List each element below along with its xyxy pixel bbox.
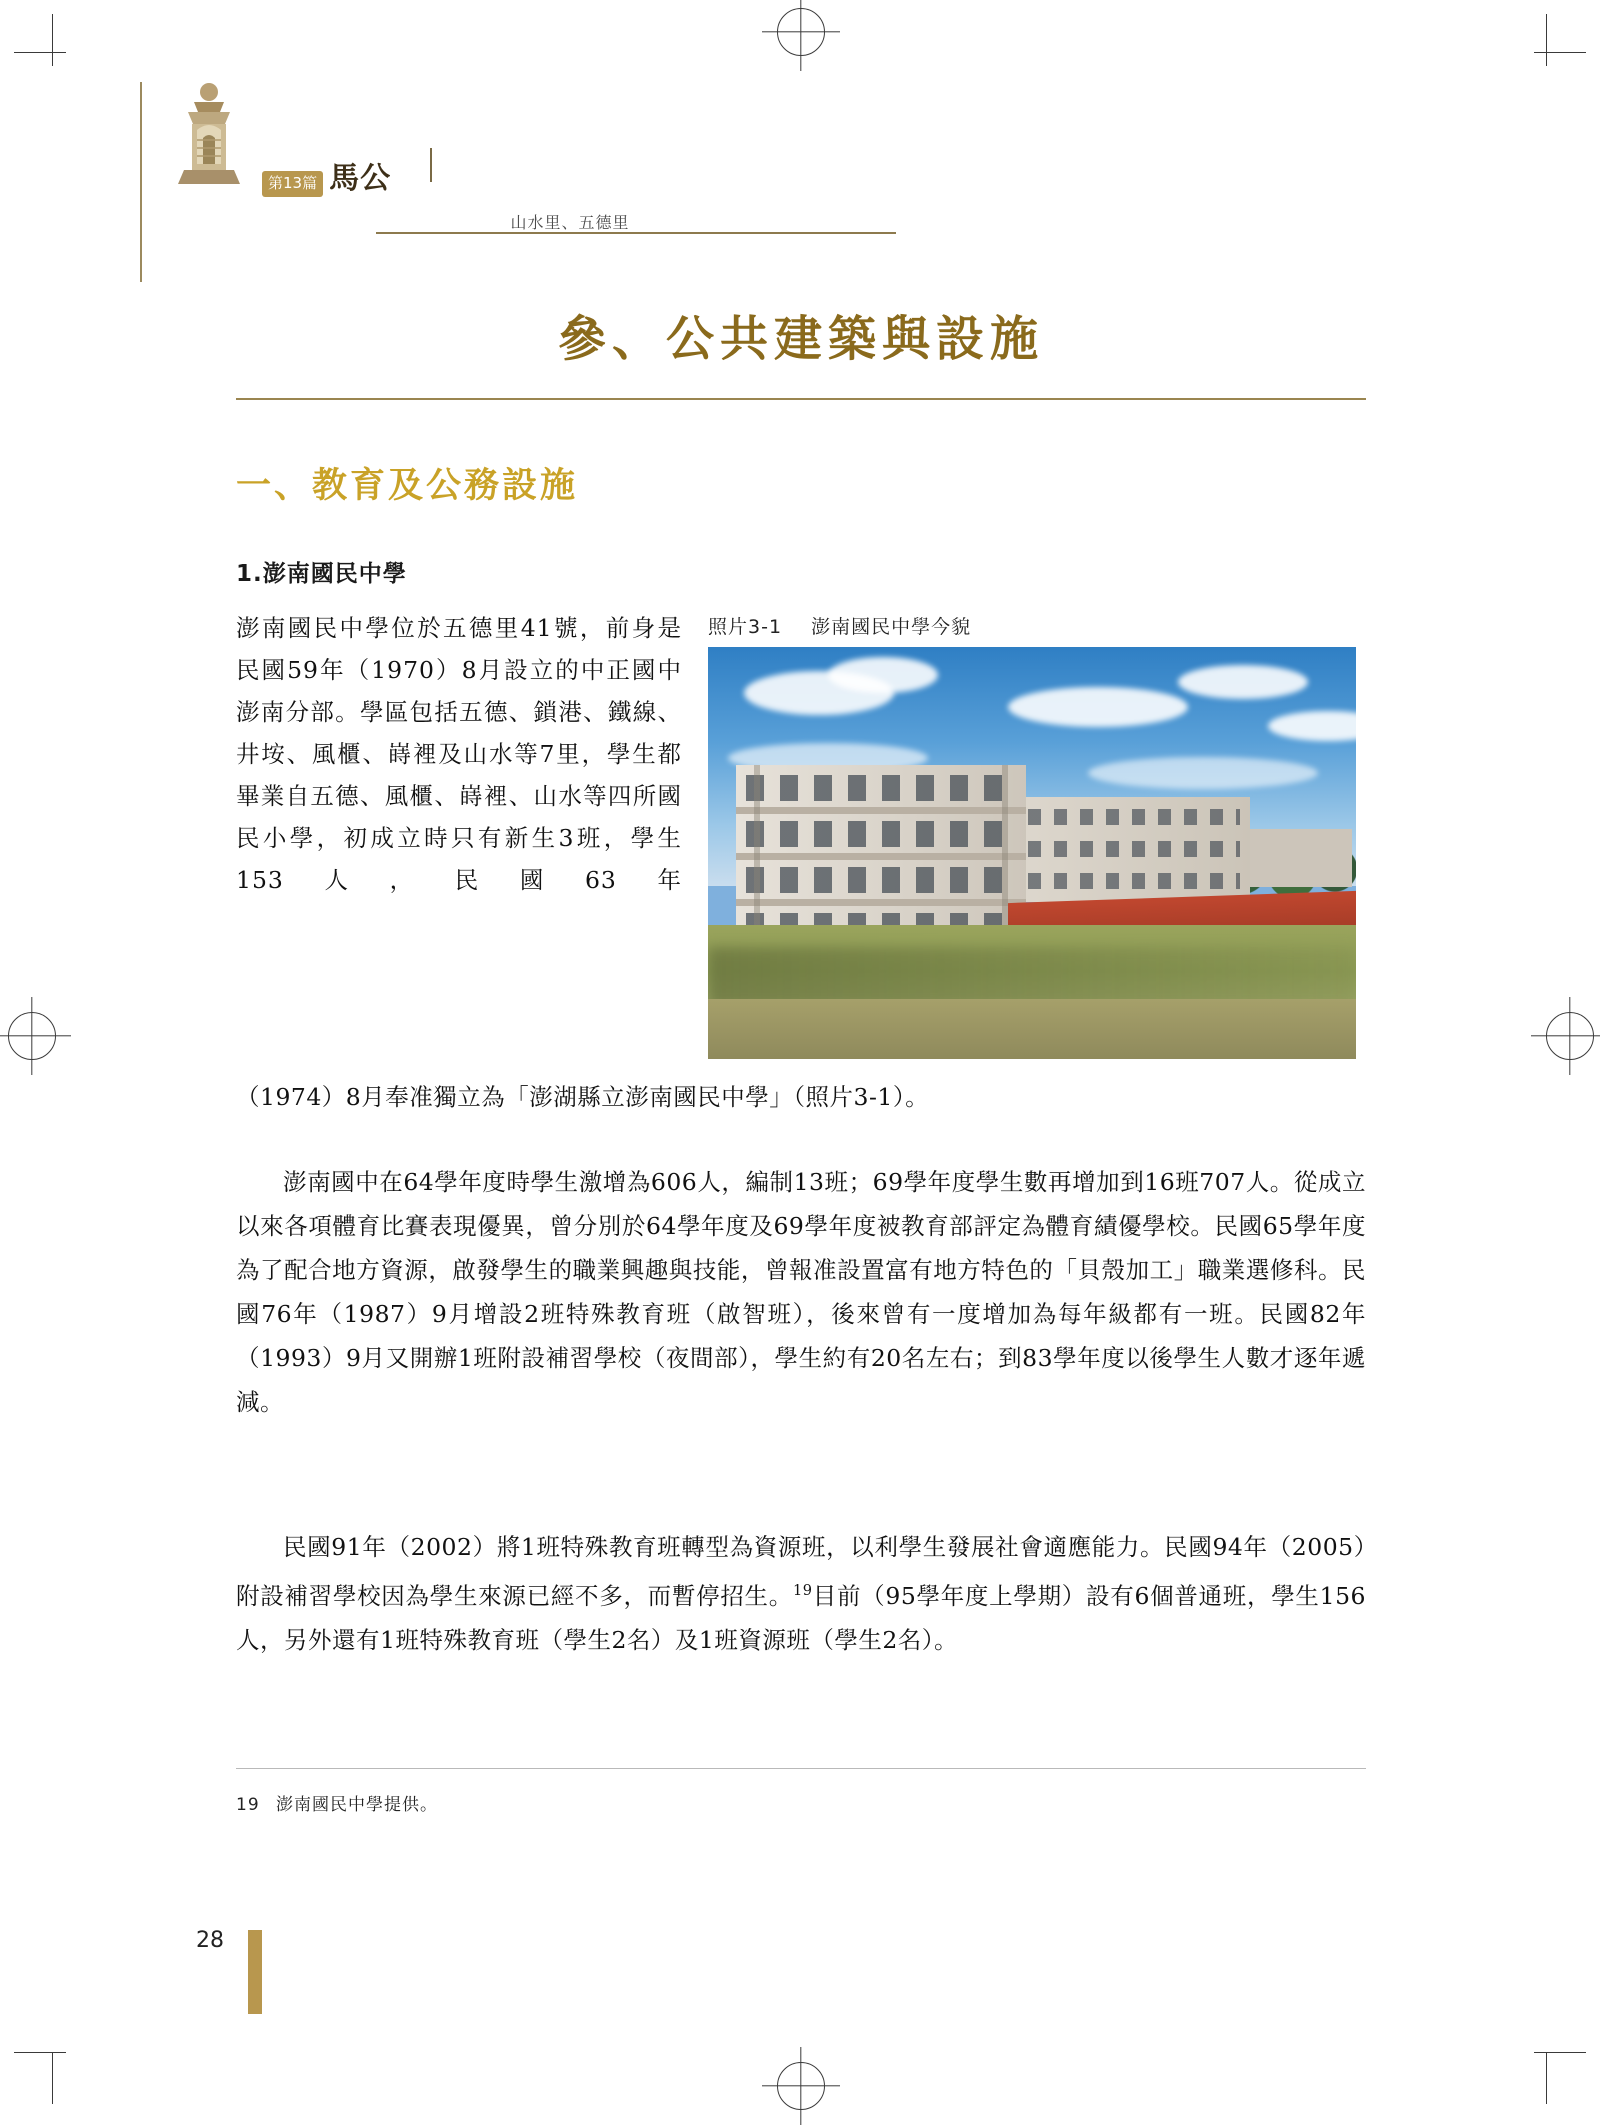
crop-mark-bottom-right-vertical (1546, 2052, 1547, 2104)
page-title-rule (236, 398, 1366, 400)
photo-window-row (1028, 841, 1240, 857)
photo-main-building (736, 765, 1026, 950)
footnote-text: 澎南國民中學提供。 (276, 1795, 439, 1815)
photo-cloud (1088, 757, 1318, 789)
crop-mark-bottom-left-horizontal (14, 2052, 66, 2053)
photo-secondary-building (1020, 797, 1250, 902)
body-paragraph-3 (236, 1525, 1366, 1662)
photo-caption-number: 照片3-1 (708, 616, 783, 638)
section-title: 一、教育及公務設施 (236, 465, 579, 506)
header-subtitle: 山水里、五德里 (510, 213, 630, 232)
photo-cloud (1178, 665, 1308, 699)
body-paragraph-3-part2: 目前（95學年度上學期）設有6個普通班，學生156人，另外還有1班特殊教育班（學生2名）及1班資源班（學生2名）。 (236, 1581, 1366, 1654)
pagoda-ornament-icon (168, 82, 250, 192)
page-edge-tab (248, 1930, 262, 2014)
body-column-paragraph: 澎南國民中學位於五德里41號，前身是民國59年（1970）8月設立的中正國中澎南分部。學區包括五德、鎖港、鐵線、井垵、風櫃、嵵裡及山水等7里，學生都畢業自五德、風櫃、嵵裡、山水等四所國民小學，初成立時只有新生3班，學生153人，民國63年 (236, 614, 682, 894)
penan-junior-high-school-photo (708, 647, 1356, 1059)
crop-mark-top-right-vertical (1546, 14, 1547, 66)
photo-foreground-grass (708, 999, 1356, 1059)
subsection-title: 1.澎南國民中學 (236, 561, 407, 587)
crop-mark-top-left-horizontal (14, 52, 66, 53)
registration-mark-top-icon (777, 8, 825, 56)
photo-window-row (746, 821, 1016, 847)
body-paragraph-2: 澎南國中在64學年度時學生激增為606人，編制13班；69學年度學生數再增加到16班707人。從成立以來各項體育比賽表現優異，曾分別於64學年度及69學年度被教育部評定為體育績優學校。民國65學年度為了配合地方資源，啟發學生的職業興趣與技能，曾報准設置富有地方特色的「貝殼加工」職業選修科。民國76年（1987）9月增設2班特殊教育班（啟智班），後來曾有一度增加為每年級都有一班。民國82年（1993）9月又開辦1班附設補習學校（夜間部），學生約有20名左右；到83學年度以後學生人數才逐年遞減。 (236, 1168, 1366, 1416)
running-header (140, 60, 780, 260)
header-chapter-bar (430, 148, 432, 182)
header-vertical-rule (140, 82, 142, 282)
photo-window-row (1028, 873, 1240, 889)
photo-caption (708, 612, 971, 639)
crop-mark-bottom-right-horizontal (1534, 2052, 1586, 2053)
chapter-title: 馬公 (329, 161, 392, 196)
registration-mark-left-icon (8, 1012, 56, 1060)
footnote (236, 1790, 438, 1815)
header-underline-rule (376, 232, 896, 234)
registration-mark-bottom-icon (777, 2062, 825, 2110)
photo-cloud (1008, 687, 1188, 727)
photo-window-row (746, 775, 1016, 801)
crop-mark-top-right-horizontal (1534, 52, 1586, 53)
photo-building-column (754, 765, 760, 950)
footnote-number: 19 (236, 1795, 260, 1815)
page-title: 參、公共建築與設施 (557, 311, 1044, 367)
photo-floor-band (736, 807, 1026, 814)
body-column-paragraph-end: （1974）8月奉准獨立為「澎湖縣立澎南國民中學」（照片3-1）。 (236, 1083, 930, 1111)
chapter-badge: 第13篇 (262, 171, 323, 197)
photo-window-row (746, 867, 1016, 893)
body-paragraph-3-part1: 民國91年（2002）將1班特殊教育班轉型為資源班，以利學生發展社會適應能力。民國94年（2005）附設補習學校因為學生來源已經不多，而暫停招生。 (236, 1533, 1366, 1610)
page-number: 28 (196, 1928, 224, 1953)
footnote-separator (236, 1768, 1366, 1769)
photo-cloud (828, 657, 938, 693)
registration-mark-right-icon (1546, 1012, 1594, 1060)
crop-mark-bottom-left-vertical (52, 2052, 53, 2104)
photo-distant-building (1242, 829, 1352, 887)
header-chapter-line (262, 153, 391, 197)
crop-mark-top-left-vertical (52, 14, 53, 66)
photo-caption-text: 澎南國民中學今貌 (811, 616, 972, 638)
photo-field-shadow (708, 947, 1356, 1007)
photo-floor-band (736, 853, 1026, 860)
photo-floor-band (736, 899, 1026, 906)
photo-window-row (1028, 809, 1240, 825)
footnote-marker: 19 (792, 1582, 813, 1599)
